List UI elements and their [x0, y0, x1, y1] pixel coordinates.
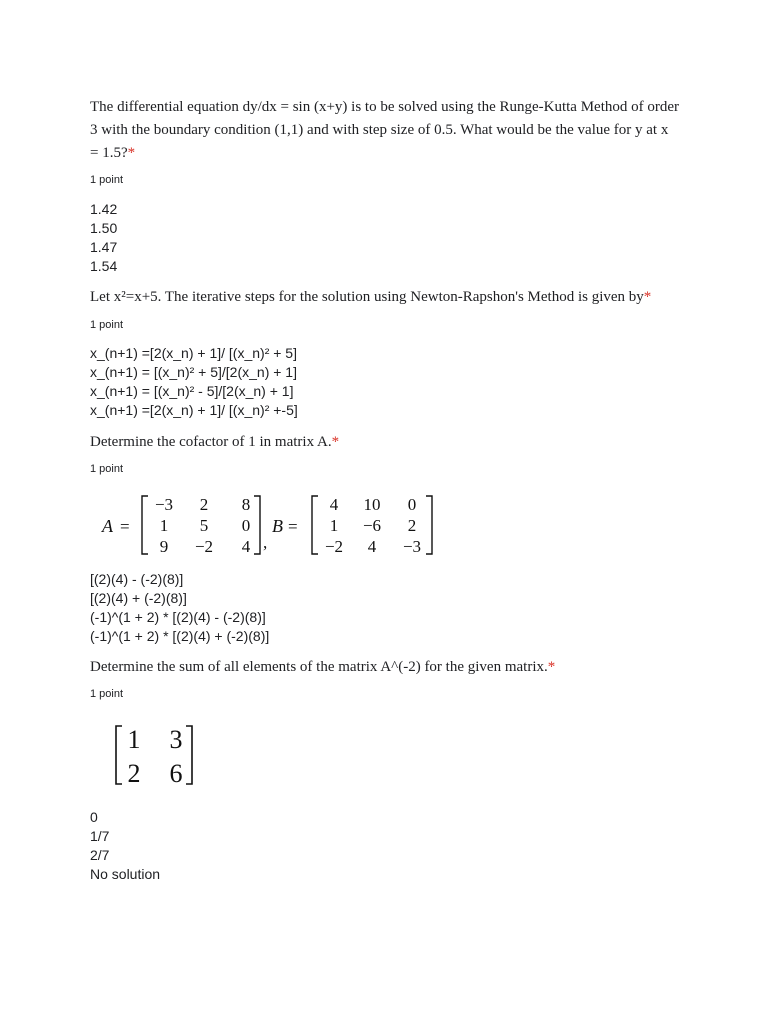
equals-sign: = — [120, 517, 130, 536]
question-4-options — [90, 808, 160, 884]
question-1-options — [90, 200, 117, 276]
required-mark: * — [547, 659, 556, 675]
matrix-cell: 0 — [241, 516, 251, 535]
matrix-a-label: A — [102, 516, 113, 536]
option-3-1[interactable]: [(2)(4) - (-2)(8)] — [90, 571, 184, 587]
question-3-options — [90, 570, 269, 646]
question-2-text: Let x²=x+5. The iterative steps for the solution using Newton-Rapshon's Method is given by — [90, 289, 644, 305]
option-1-2[interactable]: 1.50 — [90, 220, 118, 236]
matrix-left-bracket — [116, 726, 122, 784]
option-4-1[interactable]: 0 — [90, 809, 98, 825]
matrix-2x2-figure — [110, 722, 210, 788]
matrix-cell: 2 — [127, 759, 141, 788]
matrix-cell: 9 — [159, 537, 169, 556]
matrix-cell: −6 — [362, 516, 382, 535]
matrix-a-left-bracket — [142, 496, 148, 554]
required-mark: * — [643, 289, 652, 305]
option-3-2[interactable]: [(2)(4) + (-2)(8)] — [90, 590, 187, 606]
question-1-text: The differential equation dy/dx = sin (x+y) is to be solved using the Runge-Kutta Method of order 3 with the boundary condition (1,1) and with step size of 0.5. What would be the value for y at x = 1.5? — [90, 99, 680, 161]
option-4-2[interactable]: 1/7 — [90, 828, 110, 844]
question-2-title — [90, 286, 680, 309]
question-3-points: 1 point — [90, 463, 124, 475]
matrix-cell: 8 — [241, 495, 251, 514]
matrix-cell: −3 — [402, 537, 422, 556]
option-2-1[interactable]: x_(n+1) =[2(x_n) + 1]/ [(x_n)² + 5] — [90, 345, 297, 361]
option-2-4[interactable]: x_(n+1) =[2(x_n) + 1]/ [(x_n)² +-5] — [90, 402, 298, 418]
matrix-cell: 2 — [407, 516, 417, 535]
question-3-title — [90, 431, 680, 454]
matrix-cell: 4 — [367, 537, 377, 556]
matrix-cell: −3 — [154, 495, 174, 514]
option-1-4[interactable]: 1.54 — [90, 258, 118, 274]
matrix-a-b-figure — [100, 490, 450, 562]
matrix-a-cells — [155, 495, 251, 556]
matrix-cell: 3 — [169, 725, 183, 754]
matrix-cell: −2 — [324, 537, 344, 556]
matrix-cell: 1 — [127, 725, 141, 754]
question-1-points: 1 point — [90, 174, 124, 186]
matrix-cell: −2 — [194, 537, 214, 556]
matrix-a-right-bracket — [254, 496, 260, 554]
question-2-points: 1 point — [90, 319, 124, 331]
matrix-cell: 1 — [329, 516, 339, 535]
question-3-text: Determine the cofactor of 1 in matrix A. — [90, 434, 332, 450]
option-3-3[interactable]: (-1)^(1 + 2) * [(2)(4) - (-2)(8)] — [90, 609, 266, 625]
option-2-3[interactable]: x_(n+1) = [(x_n)² - 5]/[2(x_n) + 1] — [90, 383, 294, 399]
matrix-cell: 2 — [199, 495, 209, 514]
matrix-cell: 1 — [159, 516, 169, 535]
required-mark: * — [127, 145, 136, 161]
matrix-cell: 4 — [329, 495, 339, 514]
matrix-cell: 4 — [241, 537, 251, 556]
matrix-b-label: B — [272, 516, 283, 536]
question-1-title — [90, 96, 680, 165]
matrix-b-cells — [325, 495, 421, 556]
matrix-right-bracket — [186, 726, 192, 784]
equals-sign: = — [288, 517, 298, 536]
required-mark: * — [331, 434, 340, 450]
matrix-cell: 6 — [169, 759, 183, 788]
option-1-3[interactable]: 1.47 — [90, 239, 118, 255]
question-4-points: 1 point — [90, 688, 124, 700]
matrix-cell: 10 — [363, 495, 381, 514]
option-4-4[interactable]: No solution — [90, 866, 161, 882]
question-4-title — [90, 656, 680, 679]
question-2-options — [90, 344, 298, 420]
option-4-3[interactable]: 2/7 — [90, 847, 110, 863]
option-1-1[interactable]: 1.42 — [90, 201, 118, 217]
matrix-b-right-bracket — [426, 496, 432, 554]
option-2-2[interactable]: x_(n+1) = [(x_n)² + 5]/[2(x_n) + 1] — [90, 364, 297, 380]
matrix-cell: 5 — [199, 516, 209, 535]
matrix-cell: 0 — [407, 495, 417, 514]
option-3-4[interactable]: (-1)^(1 + 2) * [(2)(4) + (-2)(8)] — [90, 628, 270, 644]
matrix-b-left-bracket — [312, 496, 318, 554]
matrix-cells — [128, 725, 183, 788]
question-4-text: Determine the sum of all elements of the matrix A^(-2) for the given matrix. — [90, 659, 548, 675]
comma: , — [263, 533, 268, 552]
